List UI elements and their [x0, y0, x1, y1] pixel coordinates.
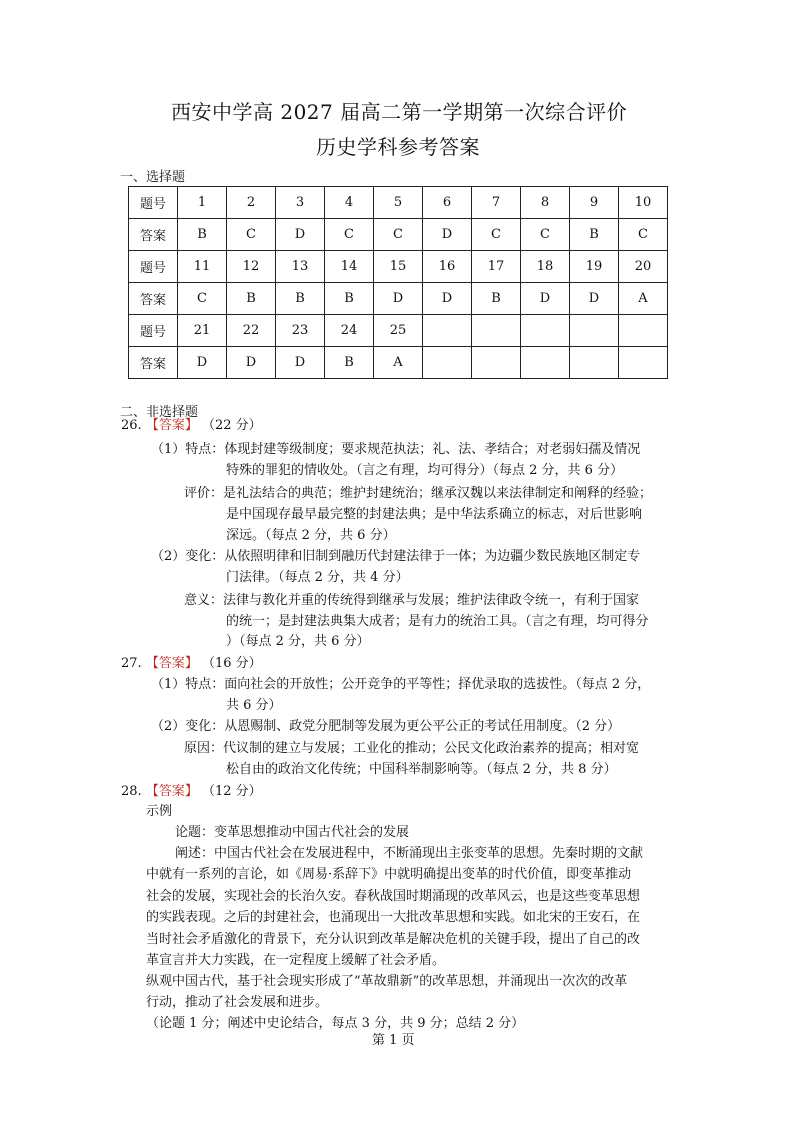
question-number-cell: 24: [325, 315, 374, 347]
question-number-cell: 7: [472, 187, 521, 219]
q28-scoring-note: （论题 1 分；阐述中史论结合，每点 3 分，共 9 分；总结 2 分）: [146, 1016, 525, 1031]
q28-number: 28.: [121, 784, 142, 799]
doc-subtitle: 历史学科参考答案: [316, 135, 480, 159]
answer-cell: B: [325, 347, 374, 379]
q26-line: （1）特点：体现封建等级制度；要求规范执法；礼、法、孝结合；对老弱妇孺及情况: [151, 442, 641, 457]
answer-cell: D: [227, 347, 276, 379]
q26-line: 门法律。（每点 2 分，共 4 分）: [226, 570, 409, 585]
q26-header: [121, 415, 262, 436]
answer-cell: D: [276, 347, 325, 379]
question-number-cell: 22: [227, 315, 276, 347]
answer-cell: [472, 347, 521, 379]
answer-cell: [423, 347, 472, 379]
q28-line: 纵观中国古代，基于社会现实形成了“革故鼎新”的改革思想，并涌现出一次次的改革: [146, 974, 628, 989]
question-number-cell: [619, 315, 668, 347]
answer-cell: A: [374, 347, 423, 379]
answer-table: [128, 186, 668, 379]
answer-cell: A: [619, 283, 668, 315]
row-label-question: 题号: [129, 315, 178, 347]
section-heading-choice: 一、选择题: [120, 170, 186, 185]
answer-row: [129, 219, 668, 251]
q27-number: 27.: [121, 656, 142, 671]
q26-line: 是中国现存最早最完整的封建法典；是中华法系确立的标志，对后世影响: [226, 507, 643, 522]
answer-cell: [619, 347, 668, 379]
q28-line: 当时社会矛盾激化的背景下，充分认识到改革是解决危机的关键手段，提出了自己的改: [146, 932, 641, 947]
answer-cell: D: [178, 347, 227, 379]
question-number-row: [129, 315, 668, 347]
q27-line: 共 6 分）: [226, 698, 282, 713]
question-number-cell: 21: [178, 315, 227, 347]
answer-cell: B: [325, 283, 374, 315]
answer-cell: C: [521, 219, 570, 251]
q28-thesis: 论题：变革思想推动中国古代社会的发展: [175, 825, 410, 840]
question-number-cell: [423, 315, 472, 347]
question-number-cell: 18: [521, 251, 570, 283]
question-number-row: [129, 187, 668, 219]
question-number-cell: 20: [619, 251, 668, 283]
q27-answer-tag: 【答案】: [145, 656, 198, 671]
question-number-cell: [521, 315, 570, 347]
answer-cell: B: [570, 219, 619, 251]
q27-score: （16 分）: [201, 656, 262, 671]
question-number-cell: 17: [472, 251, 521, 283]
answer-row: [129, 283, 668, 315]
q26-line: 评价：是礼法结合的典范；维护封建统治；继承汉魏以来法律制定和阐释的经验；: [184, 486, 653, 501]
answer-cell: D: [521, 283, 570, 315]
question-number-cell: 4: [325, 187, 374, 219]
q26-line: 意义：法律与教化并重的传统得到继承与发展；维护法律政令统一，有利于国家: [184, 593, 640, 608]
question-number-cell: 11: [178, 251, 227, 283]
answer-cell: D: [423, 283, 472, 315]
question-number-cell: 10: [619, 187, 668, 219]
section-heading-nonchoice: 二、非选择题: [120, 405, 199, 420]
q27-line: （1）特点：面向社会的开放性；公开竞争的平等性；择优录取的选拔性。（每点 2 分，: [151, 677, 651, 692]
question-number-cell: 6: [423, 187, 472, 219]
question-number-cell: 14: [325, 251, 374, 283]
answer-cell: C: [227, 219, 276, 251]
question-number-cell: 1: [178, 187, 227, 219]
row-label-question: 题号: [129, 251, 178, 283]
row-label-question: 题号: [129, 187, 178, 219]
q27-line: 松自由的政治文化传统；中国科举制影响等。（每点 2 分，共 8 分）: [226, 762, 617, 777]
answer-cell: C: [178, 283, 227, 315]
row-label-answer: 答案: [129, 219, 178, 251]
question-number-cell: 12: [227, 251, 276, 283]
question-number-row: [129, 251, 668, 283]
question-number-cell: 9: [570, 187, 619, 219]
q28-answer-tag: 【答案】: [145, 784, 198, 799]
answer-cell: B: [472, 283, 521, 315]
answer-cell: C: [374, 219, 423, 251]
q28-header: [121, 781, 262, 802]
question-number-cell: 2: [227, 187, 276, 219]
q28-line: 的实践表现。之后的封建社会，也涌现出一大批改革思想和实践。如北宋的王安石，在: [146, 910, 641, 925]
q26-number: 26.: [121, 418, 142, 433]
question-number-cell: 5: [374, 187, 423, 219]
question-number-cell: 3: [276, 187, 325, 219]
row-label-answer: 答案: [129, 347, 178, 379]
answer-cell: D: [570, 283, 619, 315]
q26-line: 深远。（每点 2 分，共 6 分）: [226, 528, 396, 543]
q27-line: （2）变化：从恩赐制、政党分肥制等发展为更公平公正的考试任用制度。（2 分）: [151, 719, 621, 734]
question-number-cell: 19: [570, 251, 619, 283]
q27-header: [121, 653, 262, 674]
answer-cell: C: [619, 219, 668, 251]
answer-cell: B: [178, 219, 227, 251]
answer-cell: B: [276, 283, 325, 315]
q26-line: （2）变化：从依照明律和旧制到融历代封建法律于一体；为边疆少数民族地区制定专: [151, 549, 641, 564]
answer-cell: C: [472, 219, 521, 251]
answer-cell: D: [423, 219, 472, 251]
page-number: 第 1 页: [372, 1033, 415, 1048]
answer-cell: D: [374, 283, 423, 315]
question-number-cell: 13: [276, 251, 325, 283]
question-number-cell: [472, 315, 521, 347]
q26-line: 特殊的罪犯的情收处。（言之有理，均可得分）（每点 2 分，共 6 分）: [226, 463, 624, 478]
answer-cell: C: [325, 219, 374, 251]
question-number-cell: 23: [276, 315, 325, 347]
q26-answer-tag: 【答案】: [145, 418, 198, 433]
q28-line: 阐述：中国古代社会在发展进程中，不断涌现出主张变革的思想。先秦时期的文献: [175, 846, 644, 861]
row-label-answer: 答案: [129, 283, 178, 315]
q28-line: 革宣言并大力实践，在一定程度上缓解了社会矛盾。: [146, 953, 446, 968]
q26-score: （22 分）: [201, 418, 262, 433]
question-number-cell: 8: [521, 187, 570, 219]
answer-cell: [570, 347, 619, 379]
question-number-cell: 25: [374, 315, 423, 347]
question-number-cell: 15: [374, 251, 423, 283]
q26-line: ）（每点 2 分，共 6 分）: [226, 634, 370, 649]
answer-cell: D: [276, 219, 325, 251]
q26-line: 的统一；是封建法典集大成者；是有力的统治工具。（言之有理，均可得分: [226, 614, 649, 629]
question-number-cell: 16: [423, 251, 472, 283]
q27-line: 原因：代议制的建立与发展；工业化的推动；公民文化政治素养的提高；相对宽: [184, 741, 640, 756]
answer-cell: B: [227, 283, 276, 315]
doc-title: 西安中学高 2027 届高二第一学期第一次综合评价: [171, 100, 628, 124]
answer-row: [129, 347, 668, 379]
q28-line: 中就有一系列的言论，如《周易·系辞下》中就明确提出变革的时代价值，即变革推动: [146, 867, 632, 882]
answer-cell: [521, 347, 570, 379]
q28-line: 社会的发展，实现社会的长治久安。春秋战国时期涌现的改革风云，也是这些变革思想: [146, 889, 641, 904]
question-number-cell: [570, 315, 619, 347]
q28-example-label: 示例: [146, 804, 173, 819]
q28-line: 行动，推动了社会发展和进步。: [146, 995, 329, 1010]
q28-score: （12 分）: [201, 784, 262, 799]
